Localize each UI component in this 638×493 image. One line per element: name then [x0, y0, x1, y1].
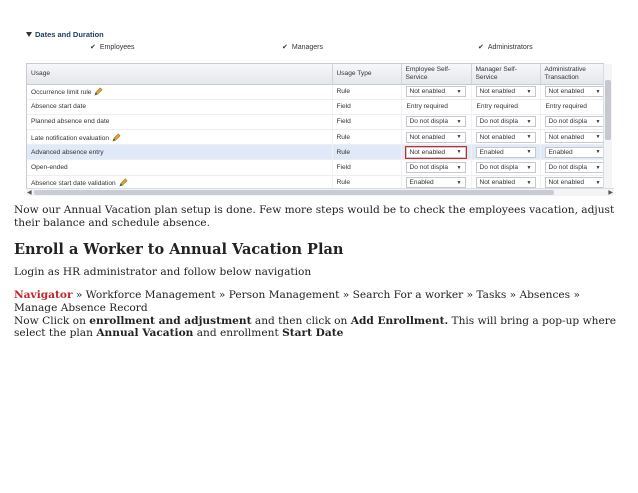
- usage-type-value: Field: [336, 103, 351, 111]
- text-bold: Start Date: [282, 327, 344, 340]
- select-dropdown[interactable]: [476, 147, 536, 158]
- select-value: Do not displa: [479, 164, 518, 172]
- scroll-left-icon[interactable]: ◀: [27, 190, 32, 196]
- cell-admin: [540, 145, 605, 160]
- select-value: Do not displa: [409, 164, 448, 172]
- cell-manager: [471, 145, 540, 160]
- dropdown-arrow-icon: ▼: [595, 179, 601, 186]
- select-dropdown[interactable]: [476, 116, 536, 127]
- pencil-icon[interactable]: [94, 87, 103, 96]
- cell-admin: [540, 130, 605, 145]
- pencil-icon[interactable]: [119, 178, 128, 187]
- select-value: Not enabled: [548, 179, 585, 187]
- usage-type-value: Rule: [336, 179, 351, 187]
- usage-label: Advanced absence entry: [31, 148, 104, 156]
- cell-usage-type: [332, 145, 401, 160]
- cell-employee: [401, 99, 471, 114]
- select-value: Not enabled: [548, 88, 585, 96]
- text-run: This will bring a pop-up where select the plan: [14, 314, 617, 340]
- select-dropdown[interactable]: [545, 132, 605, 143]
- select-dropdown[interactable]: [545, 162, 605, 173]
- text-run: and then click on: [251, 314, 351, 327]
- select-value: Enabled: [548, 148, 573, 156]
- paragraph-navigation: [14, 289, 626, 340]
- role-label: Managers: [291, 43, 324, 51]
- text-bold: enrollment and adjustment: [89, 314, 252, 327]
- role-managers[interactable]: [282, 43, 323, 51]
- scroll-thumb[interactable]: [605, 80, 611, 140]
- select-dropdown[interactable]: [545, 86, 605, 97]
- dropdown-arrow-icon: ▼: [456, 149, 462, 156]
- usage-label: Absence start date validation: [31, 180, 116, 188]
- select-dropdown[interactable]: [406, 177, 466, 188]
- cell-usage: [27, 145, 332, 160]
- vertical-scrollbar[interactable]: [603, 64, 612, 191]
- select-value: Not enabled: [479, 133, 516, 141]
- table-row[interactable]: [27, 145, 605, 160]
- read-only-value: Entry required: [406, 103, 448, 111]
- select-dropdown[interactable]: [406, 147, 466, 158]
- cell-usage: [27, 160, 332, 175]
- usage-table: [26, 63, 604, 192]
- dropdown-arrow-icon: ▼: [526, 149, 532, 156]
- dropdown-arrow-icon: ▼: [526, 134, 532, 141]
- cell-usage-type: [332, 160, 401, 175]
- usage-label: Open-ended: [31, 164, 68, 172]
- select-dropdown[interactable]: [476, 132, 536, 143]
- cell-usage-type: [332, 84, 401, 99]
- scroll-right-icon[interactable]: ▶: [608, 190, 613, 196]
- check-icon: ✔: [282, 44, 288, 51]
- usage-type-value: Rule: [336, 148, 351, 156]
- cell-employee: [401, 145, 471, 160]
- cell-usage: [27, 99, 332, 114]
- cell-usage: [27, 84, 332, 99]
- section-header[interactable]: [26, 30, 104, 39]
- table-header-row: [27, 64, 605, 84]
- text-run: Now Click on: [14, 314, 90, 327]
- role-label: Administrators: [487, 43, 533, 51]
- cell-usage-type: [332, 130, 401, 145]
- col-usage[interactable]: Usage: [27, 64, 332, 84]
- cell-manager: [471, 99, 540, 114]
- horizontal-scrollbar[interactable]: [26, 188, 614, 196]
- cell-employee: [401, 114, 471, 129]
- role-checkboxes: [26, 43, 616, 55]
- select-value: Enabled: [409, 179, 434, 187]
- select-dropdown[interactable]: [406, 132, 466, 143]
- text-bold: Annual Vacation: [96, 327, 194, 340]
- select-dropdown[interactable]: [406, 162, 466, 173]
- table-row[interactable]: [27, 130, 605, 145]
- usage-type-value: Rule: [336, 133, 351, 141]
- dropdown-arrow-icon: ▼: [526, 118, 532, 125]
- select-value: Not enabled: [479, 88, 516, 96]
- nav-path: » Workforce Management » Person Management » Search For a worker » Tasks » Absences » Manage Absence Record: [14, 289, 580, 314]
- check-icon: ✔: [478, 44, 484, 51]
- cell-employee: [401, 160, 471, 175]
- role-administrators[interactable]: [478, 43, 533, 51]
- cell-usage: [27, 114, 332, 129]
- cell-employee: [401, 130, 471, 145]
- paragraph-setup-done: Now our Annual Vacation plan setup is done. Few more steps would be to check the employees vacation, adjust their balance and schedule absence.: [14, 204, 615, 229]
- role-employees[interactable]: [90, 43, 135, 51]
- usage-label: Planned absence end date: [31, 118, 110, 126]
- absence-plan-screenshot: [26, 28, 616, 200]
- select-value: Not enabled: [479, 179, 516, 187]
- dropdown-arrow-icon: ▼: [456, 118, 462, 125]
- select-value: Not enabled: [409, 148, 446, 156]
- dropdown-arrow-icon: ▼: [595, 149, 601, 156]
- select-value: Do not displa: [548, 118, 587, 126]
- dropdown-arrow-icon: ▼: [456, 179, 462, 186]
- usage-type-value: Field: [336, 164, 351, 172]
- usage-label: Late notification evaluation: [31, 134, 110, 142]
- check-icon: ✔: [90, 44, 96, 51]
- select-dropdown[interactable]: [476, 177, 536, 188]
- col-employee-self-service[interactable]: Employee Self-Service: [401, 64, 471, 84]
- usage-label: Occurrence limit rule: [31, 89, 92, 97]
- select-dropdown[interactable]: [476, 86, 536, 97]
- paragraph-login: Login as HR administrator and follow below navigation: [14, 266, 312, 278]
- navigator-link[interactable]: Navigator: [14, 289, 73, 301]
- select-dropdown[interactable]: [406, 86, 466, 97]
- select-dropdown[interactable]: [545, 177, 605, 188]
- cell-usage: [27, 130, 332, 145]
- dropdown-arrow-icon: ▼: [595, 164, 601, 171]
- read-only-value: Entry required: [545, 103, 587, 111]
- cell-manager: [471, 130, 540, 145]
- dropdown-arrow-icon: ▼: [456, 164, 462, 171]
- cell-admin: [540, 114, 605, 129]
- section-title: Dates and Duration: [35, 30, 104, 39]
- cell-manager: [471, 114, 540, 129]
- read-only-value: Entry required: [476, 103, 518, 111]
- heading-enroll-worker: Enroll a Worker to Annual Vacation Plan: [14, 241, 344, 258]
- cell-manager: [471, 160, 540, 175]
- dropdown-arrow-icon: ▼: [595, 118, 601, 125]
- select-value: Not enabled: [548, 133, 585, 141]
- cell-usage-type: [332, 114, 401, 129]
- select-value: Do not displa: [409, 118, 448, 126]
- select-value: Not enabled: [409, 88, 446, 96]
- cell-admin: [540, 160, 605, 175]
- table-row[interactable]: [27, 160, 605, 175]
- scroll-thumb[interactable]: [34, 190, 554, 195]
- usage-type-value: Rule: [336, 88, 351, 96]
- role-label: Employees: [99, 43, 135, 51]
- col-manager-self-service[interactable]: Manager Self-Service: [471, 64, 540, 84]
- text-bold: Add Enrollment.: [350, 314, 449, 327]
- select-value: Do not displa: [479, 118, 518, 126]
- dropdown-arrow-icon: ▼: [526, 164, 532, 171]
- table-row[interactable]: [27, 114, 605, 129]
- col-administrative-transaction[interactable]: Administrative Transaction: [540, 64, 605, 84]
- cell-manager: [471, 84, 540, 99]
- cell-admin: [540, 84, 605, 99]
- select-dropdown[interactable]: [545, 116, 605, 127]
- cell-usage-type: [332, 99, 401, 114]
- dropdown-arrow-icon: ▼: [456, 134, 462, 141]
- dropdown-arrow-icon: ▼: [595, 134, 601, 141]
- usage-type-value: Field: [336, 118, 351, 126]
- collapse-triangle-icon[interactable]: [26, 32, 32, 37]
- select-dropdown[interactable]: [545, 147, 605, 158]
- select-value: Do not displa: [548, 164, 587, 172]
- table-row[interactable]: [27, 84, 605, 99]
- select-dropdown[interactable]: [476, 162, 536, 173]
- dropdown-arrow-icon: ▼: [456, 88, 462, 95]
- text-run: and enrollment: [193, 327, 283, 340]
- cell-admin: [540, 99, 605, 114]
- pencil-icon[interactable]: [112, 133, 121, 142]
- usage-label: Absence start date: [31, 103, 86, 111]
- select-dropdown[interactable]: [406, 116, 466, 127]
- dropdown-arrow-icon: ▼: [526, 88, 532, 95]
- dropdown-arrow-icon: ▼: [526, 179, 532, 186]
- col-usage-type[interactable]: Usage Type: [332, 64, 401, 84]
- select-value: Enabled: [479, 148, 504, 156]
- select-value: Not enabled: [409, 133, 446, 141]
- dropdown-arrow-icon: ▼: [595, 88, 601, 95]
- cell-employee: [401, 84, 471, 99]
- table-row[interactable]: [27, 99, 605, 114]
